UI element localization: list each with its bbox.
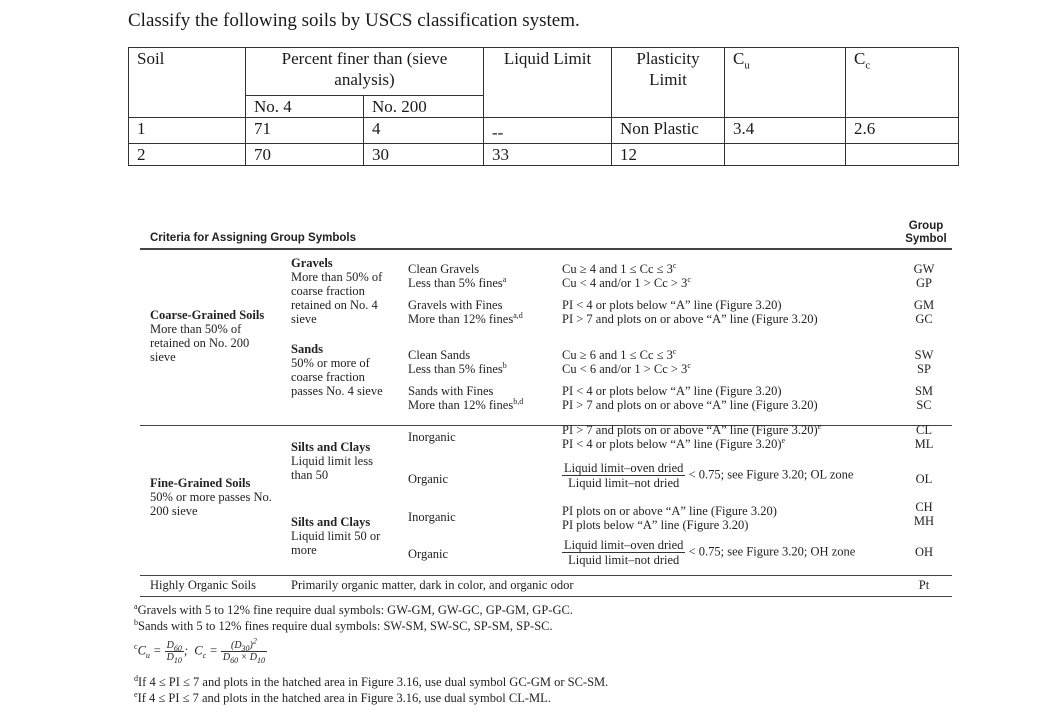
footnote-c-formula: $^cC_u$ = $\frac{D_{60}}{D_{10}}$ ; $C_c$ = $\frac{(D_{30})^2}{D_{60} \times D_{10}}$ [134, 636, 266, 665]
clean-gravels: Clean Gravels Less than 5% fines$^a$ [408, 262, 507, 290]
table-row [129, 144, 959, 166]
cell-soil: 1 [129, 118, 246, 144]
oh-criteria: $\frac{\text{Liquid limit–oven dried}}{\text{Liquid limit–not dried}}$ < 0.75; see Figure 3.20; OH zone [564, 538, 856, 567]
group-symbol-heading: Group Symbol [905, 220, 947, 245]
cell-no200: 30 [364, 144, 484, 166]
sands-block: Sands 50% or more of coarse fraction passes No. 4 sieve [291, 342, 383, 398]
header-soil: Soil [129, 48, 246, 118]
cell-ll: -- [484, 118, 612, 144]
symbol-sm: SM [914, 384, 934, 398]
cell-ll: 33 [484, 144, 612, 166]
cell-cc: 2.6 [846, 118, 959, 144]
ch-mh-criteria: PI plots on or above “A” line (Figure 3.20) PI plots below “A” line (Figure 3.20) [562, 504, 777, 532]
cell-cc [846, 144, 959, 166]
cell-no4: 70 [246, 144, 364, 166]
symbol-gw: GW [913, 262, 935, 276]
symbol-pt: Pt [918, 578, 930, 592]
footnote-a: $^a$Gravels with 5 to 12% fine require dual symbols: GW-GM, GW-GC, GP-GM, GP-GC. [134, 601, 573, 617]
cl-ml-criteria: PI > 7 and plots on or above “A” line (Figure 3.20)$^e$ PI < 4 or plots below “A” line (Figure 3.20)$^e$ [562, 421, 822, 451]
question-text: Classify the following soils by USCS classification system. [128, 10, 580, 31]
symbol-gc: GC [915, 312, 933, 326]
gravels-block: Gravels More than 50% of coarse fraction retained on No. 4 sieve [291, 256, 383, 326]
clean-sands: Clean Sands Less than 5% fines$^b$ [408, 348, 507, 376]
inorganic-high: Inorganic [408, 510, 456, 524]
symbol-gm: GM [913, 298, 935, 312]
header-no4: No. 4 [246, 96, 364, 118]
symbol-ol: OL [915, 472, 933, 486]
symbol-oh: OH [914, 545, 934, 559]
cell-pl: 12 [612, 144, 725, 166]
symbol-ch: CH [915, 500, 933, 514]
criteria-heading: Criteria for Assigning Group Symbols [150, 232, 356, 244]
coarse-grained-block: Coarse-Grained Soils More than 50% of retained on No. 200 sieve [150, 308, 265, 364]
cell-no200: 4 [364, 118, 484, 144]
cell-cu [725, 144, 846, 166]
ol-criteria: $\frac{\text{Liquid limit–oven dried}}{\text{Liquid limit–not dried}}$ < 0.75; see Figure 3.20; OL zone [564, 461, 854, 490]
gravels-with-fines: Gravels with Fines More than 12% fines$^{a,d}$ [408, 298, 523, 326]
footnote-d: $^d$If 4 ≤ PI ≤ 7 and plots in the hatched area in Figure 3.16, use dual symbol GC-GM or SC-SM. [134, 673, 609, 689]
footnote-b: $^b$Sands with 5 to 12% fines require dual symbols: SW-SM, SW-SC, SP-SM, SP-SC. [134, 617, 553, 633]
silts-clays-high: Silts and Clays Liquid limit 50 or more [291, 515, 381, 557]
lower-rule [140, 575, 952, 576]
header-cc: $C_c$ [846, 48, 959, 118]
header-liquid-limit: Liquid Limit [484, 48, 612, 118]
symbol-sp: SP [917, 362, 931, 376]
cell-pl: Non Plastic [612, 118, 725, 144]
bottom-rule [140, 596, 952, 597]
header-percent-finer: Percent finer than (sieve analysis) [246, 48, 484, 96]
organic-low: Organic [408, 472, 449, 486]
symbol-mh: MH [913, 514, 935, 528]
fine-grained-block: Fine-Grained Soils 50% or more passes No. 200 sieve [150, 476, 272, 518]
symbol-cl: CL [916, 423, 932, 437]
highly-organic-label: Highly Organic Soils [150, 578, 257, 592]
header-plasticity-limit: Plasticity Limit [612, 48, 725, 118]
symbol-ml: ML [914, 437, 934, 451]
highly-organic-desc: Primarily organic matter, dark in color, and organic odor [291, 578, 574, 592]
table-row [129, 118, 959, 144]
cell-no4: 71 [246, 118, 364, 144]
symbol-sc: SC [916, 398, 932, 412]
organic-high: Organic [408, 547, 449, 561]
header-cu: $C_u$ [725, 48, 846, 118]
soil-data-table [128, 47, 959, 166]
silts-clays-low: Silts and Clays Liquid limit less than 50 [291, 440, 373, 482]
footnote-e: $^e$If 4 ≤ PI ≤ 7 and plots in the hatched area in Figure 3.16, use dual symbol CL-ML. [134, 689, 551, 705]
coarse-criteria: Cu ≥ 4 and $1 \le Cc \le 3^c$ Cu < 4 and/or $1 > Cc > 3^c$ PI < 4 or plots below “A” line (Figure 3.20) PI > 7 and plots on or above “A” line (Figure 3.20) Cu ≥ 6 and $1 \le Cc \le 3^c$ Cu < 6 and/or $1 > Cc > 3^c$ PI < 4 or plots below “A” line (Figure 3.20) PI > 7 and plots on or above “A” line (Figure 3.20) [562, 260, 818, 412]
sands-with-fines: Sands with Fines More than 12% fines$^{b,d}$ [408, 384, 524, 412]
inorganic-low: Inorganic [408, 430, 456, 444]
top-rule [140, 248, 952, 250]
cell-soil: 2 [129, 144, 246, 166]
symbol-sw: SW [914, 348, 934, 362]
symbol-gp: GP [916, 276, 932, 290]
header-no200: No. 200 [364, 96, 484, 118]
cell-cu: 3.4 [725, 118, 846, 144]
